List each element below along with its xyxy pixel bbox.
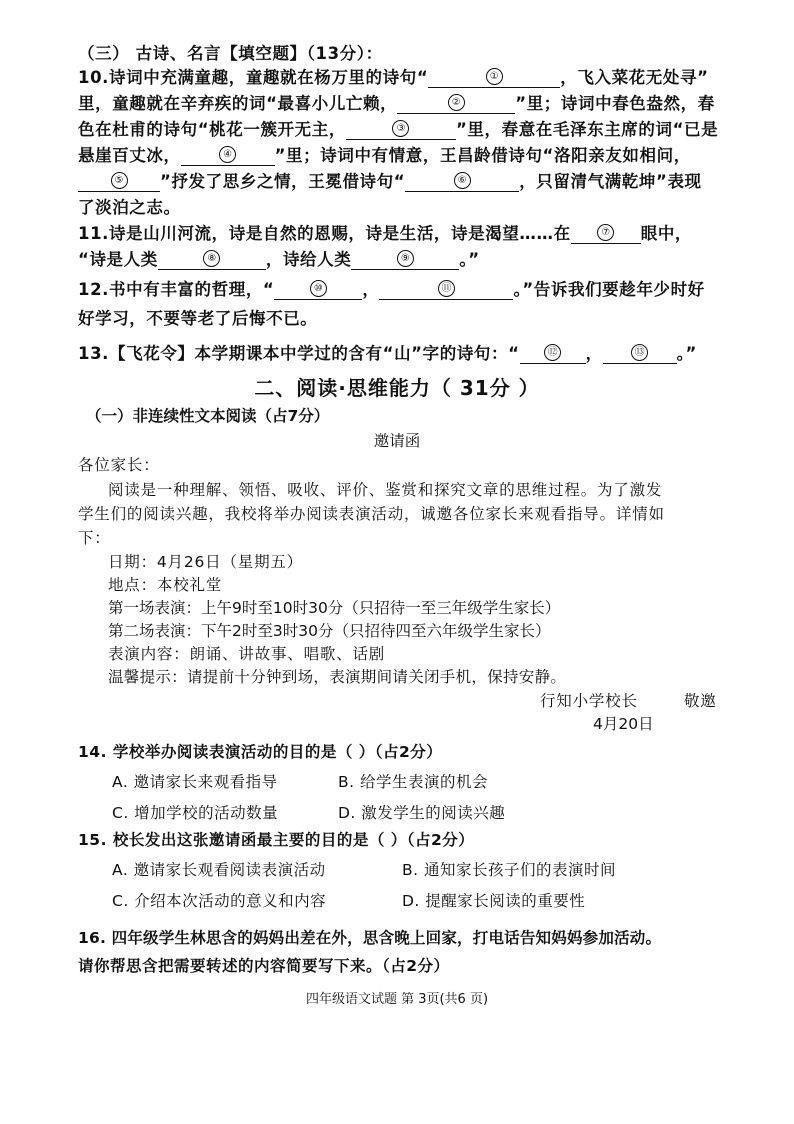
answer-blank-2[interactable]: ② [397,92,515,114]
letter-paragraph-line-3: 下： [78,529,111,547]
question-10-line-5: ⑤ ”抒发了思乡之情，王冕借诗句“ ⑥ ，只留清气满乾坤”表现 [78,168,702,192]
question-15-stem: 15. 校长发出这张邀请函最主要的目的是（ ）（占2分） [78,831,475,849]
answer-blank-5[interactable]: ⑤ [78,170,160,192]
question-16-line-2: 请你帮思含把需要转述的内容简要写下来。（占2分） [78,957,450,975]
answer-blank-13[interactable]: ⑬ [603,342,677,364]
letter-place: 地点：本校礼堂 [108,576,223,594]
answer-blank-9[interactable]: ⑨ [351,248,459,270]
question-12-line-2: 好学习，不要等老了后悔不已。 [78,309,318,328]
letter-greeting: 各位家长： [78,456,160,474]
answer-blank-10[interactable]: ⑩ [274,278,362,300]
answer-blank-12[interactable]: ⑫ [520,342,586,364]
letter-paragraph-line-1: 阅读是一种理解、领悟、吸收、评价、鉴赏和探究文章的思维过程。为了激发 [108,481,663,499]
question-11-line-2: “诗是人类 ⑧ ，诗给人类 ⑨ 。” [78,250,480,269]
letter-content: 表演内容：朗诵、讲故事、唱歌、话剧 [108,645,386,663]
answer-blank-3[interactable]: ③ [346,118,456,140]
q14-option-c[interactable]: C. 增加学校的活动数量 [112,804,279,822]
q15-option-a[interactable]: A. 邀请家长观看阅读表演活动 [112,861,326,879]
letter-date: 日期：4月26日（星期五） [108,553,303,571]
letter-sign-date: 4月20日 [593,715,654,733]
question-10-line-6: 了淡泊之志。 [78,198,181,217]
letter-show-2: 第二场表演：下午2时至3时30分（只招待四至六年级学生家长） [108,622,551,640]
page-footer: 四年级语文试题 第 3页(共6 页) [305,992,489,1007]
letter-show-1: 第一场表演：上午9时至10时30分（只招待一至三年级学生家长） [108,599,561,617]
question-13: 13.【飞花令】本学期课本中学过的含有“山”字的诗句：“ ⑫ ， ⑬ 。” [78,344,697,363]
question-11-line-1: 11.诗是山川河流，诗是自然的恩赐，诗是生活，诗是渴望……在 ⑦ 眼中， [78,224,693,243]
letter-title: 邀请函 [373,432,421,450]
q14-option-b[interactable]: B. 给学生表演的机会 [338,773,488,791]
section-title: 二、阅读·思维能力（ 31分 ） [254,376,540,400]
q14-option-a[interactable]: A. 邀请家长来观看指导 [112,773,278,791]
q14-option-d[interactable]: D. 激发学生的阅读兴趣 [338,804,506,822]
answer-blank-11[interactable]: ⑪ [379,278,513,300]
letter-signature: 行知小学校长 [540,692,638,710]
question-10-line-2: 里，童趣就在辛弃疾的词“最喜小儿亡赖， ② ”里；诗词中春色盎然，春 [78,94,715,113]
letter-paragraph-line-2: 学生们的阅读兴趣，我校将举办阅读表演活动，诚邀各位家长来观看指导。详情如 [78,505,665,523]
question-16-line-1: 16. 四年级学生林思含的妈妈出差在外，思含晚上回家，打电话告知妈妈参加活动。 [78,929,662,947]
question-14-stem: 14. 学校举办阅读表演活动的目的是（ ）（占2分） [78,743,443,761]
question-10-line-1: 10.诗词中充满童趣，童趣就在杨万里的诗句“ ① ，飞入菜花无处寻” [78,68,709,87]
question-10-line-3: 色在杜甫的诗句“桃花一簇开无主， ③ ”里，春意在毛泽东主席的词“已是 [78,120,719,139]
answer-blank-6[interactable]: ⑥ [405,170,519,192]
answer-blank-4[interactable]: ④ [181,144,275,166]
subsection-heading: （一）非连续性文本阅读（占7分） [86,407,330,425]
q15-option-d[interactable]: D. 提醒家长阅读的重要性 [402,892,586,910]
q15-option-b[interactable]: B. 通知家长孩子们的表演时间 [402,861,616,879]
letter-respect: 敬邀 [684,692,717,710]
question-12-line-1: 12.书中有丰富的哲理，“ ⑩ ， ⑪ 。”告诉我们要趁年少时好 [78,280,705,299]
section-heading: （三） 古诗、名言【填空题】（13分）： [78,44,383,63]
q15-option-c[interactable]: C. 介绍本次活动的意义和内容 [112,892,327,910]
letter-tip: 温馨提示：请提前十分钟到场，表演期间请关闭手机，保持安静。 [108,668,567,686]
answer-blank-8[interactable]: ⑧ [158,248,266,270]
answer-blank-1[interactable]: ① [428,66,560,88]
question-10-line-4: 悬崖百丈冰， ④ ”里；诗词中有情意，王昌龄借诗句“洛阳亲友如相问， [78,146,691,165]
answer-blank-7[interactable]: ⑦ [571,222,641,244]
